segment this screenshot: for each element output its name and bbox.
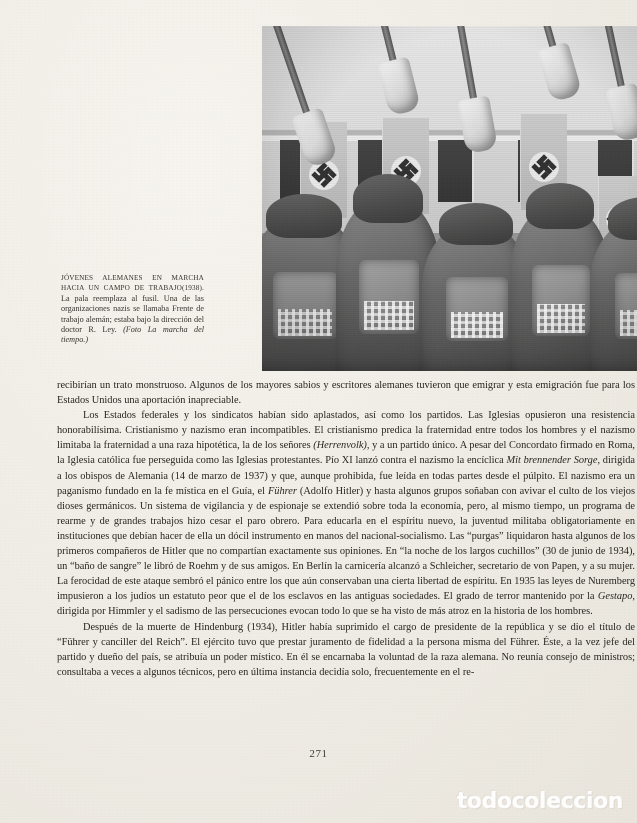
text-run: , y a un partido único. A pesar del Concordato firmado en Roma, la Iglesia católica fue perseguida como las Iglesias protestantes. Pío XI lanzó contra el nazismo la encíclica bbox=[57, 440, 636, 467]
emphasized-term: (Herrenvolk) bbox=[313, 440, 367, 452]
para-continuation bbox=[57, 378, 635, 408]
caption-credit-suffix: ) bbox=[85, 335, 89, 345]
caption-lead: JÓVENES ALEMANES EN MARCHA HACIA UN CAMPO DE TRABAJO bbox=[61, 274, 204, 293]
text-run: Los Estados federales y los sindicatos habían sido aplastados, así como los partidos. Las Iglesias opusieron una resistencia honorabilísima. Cristianismo y nazismo eran incompatibles. El cristianismo predica la fraternidad entre todos los hombres y el nazismo limitaba la fraternidad a una raza hipotética, la de los señores bbox=[57, 410, 635, 452]
photo-canvas bbox=[262, 26, 637, 371]
para-iglesias bbox=[57, 408, 635, 619]
text-run: Después de la muerte de Hindenburg (1934), Hitler había suprimido el cargo de presidente de la república y se dio el título de “Führer y canciller del Reich”. El ejército tuvo que prestar juramento de fidelidad a la persona misma del Führer. Éste, a la vez jefe del partido y dueño del país, se atribuía un poder místico. En él se encarnaba la voluntad de la raza alemana. No reunía consejo de ministros; consultaba a veces a algunos técnicos, pero en última instancia decidía solo, frecuentemente en el re- bbox=[57, 621, 635, 678]
text-run: (Adolfo Hitler) y hasta algunos grupos soñaban con avivar el culto de los viejos dioses germánicos. Un sistema de vigilancia y de espionaje se extendió sobre toda la economía, pero, al mismo tiempo, un programa de rearme y de grandes trabajos hizo cesar el paro obrero. Para educarla en el espíritu nuevo, la juventud militaba obligatoriamente en instituciones que debían hacer de ella un dócil instrumento en manos del nacional-socialismo. Las “purgas” liquidaron hasta algunos de los primeros compañeros de Hitler que no compartían exactamente sus opiniones. En “la noche de los largos cuchillos” (30 de junio de 1934), un “baño de sangre” le libró de Roehm y de sus amigos. En Berlín la carnicería alcanzó a Schleicher, secretario de von Papen, y a su mujer. La ferocidad de este ataque sembró el pánico entre los que aún conservaban una cierta libertad de espíritu. En 1935 las leyes de Nuremberg impusieron a los judíos un estatuto peor que el de los esclavos en las antiguas sociedades. El grado de terror mantenido por la bbox=[57, 485, 635, 603]
watermark: todocoleccion bbox=[456, 789, 623, 814]
text-run: recibirían un trato monstruoso. Algunos de los mayores sabios y escritores alemanes tuvieron que emigrar y esta emigración fue para los Estados Unidos una aportación inapreciable. bbox=[57, 380, 635, 407]
caption-credit-title: La marcha del tiempo. bbox=[61, 325, 204, 345]
para-hindenburg bbox=[57, 620, 635, 680]
emphasized-term: Führer bbox=[267, 485, 297, 497]
photograph-young-germans-marching bbox=[262, 26, 637, 371]
body-text bbox=[57, 378, 635, 680]
emphasized-term: Mit brennender Sorge bbox=[506, 455, 598, 467]
photo-crowd bbox=[262, 178, 637, 371]
emphasized-term: Gestapo bbox=[597, 591, 633, 603]
text-run: , dirigida a los obispos de Alemania (14 de marzo de 1937) y que, aunque prohibida, fue leída en todas partes desde el púlpito. El nazismo era un paganismo fundado en la fe mística en el Guía, el bbox=[57, 455, 635, 497]
caption-text: La pala reemplaza al fusil. Una de las organizaciones nazis se llamaba Frente de trabajo alemán; estaba bajo la dirección del doctor R. Ley. bbox=[61, 293, 204, 335]
caption-year: (1938). bbox=[181, 284, 204, 293]
photo-caption bbox=[61, 273, 204, 346]
caption-credit-prefix: (Foto bbox=[123, 325, 148, 335]
page-number: 271 bbox=[309, 748, 328, 760]
text-run: , dirigida por Himmler y el sadismo de las persecuciones evocan todo lo que se ha visto de más atroz en la historia de los hombres. bbox=[57, 591, 635, 618]
swastika-icon bbox=[531, 154, 556, 179]
